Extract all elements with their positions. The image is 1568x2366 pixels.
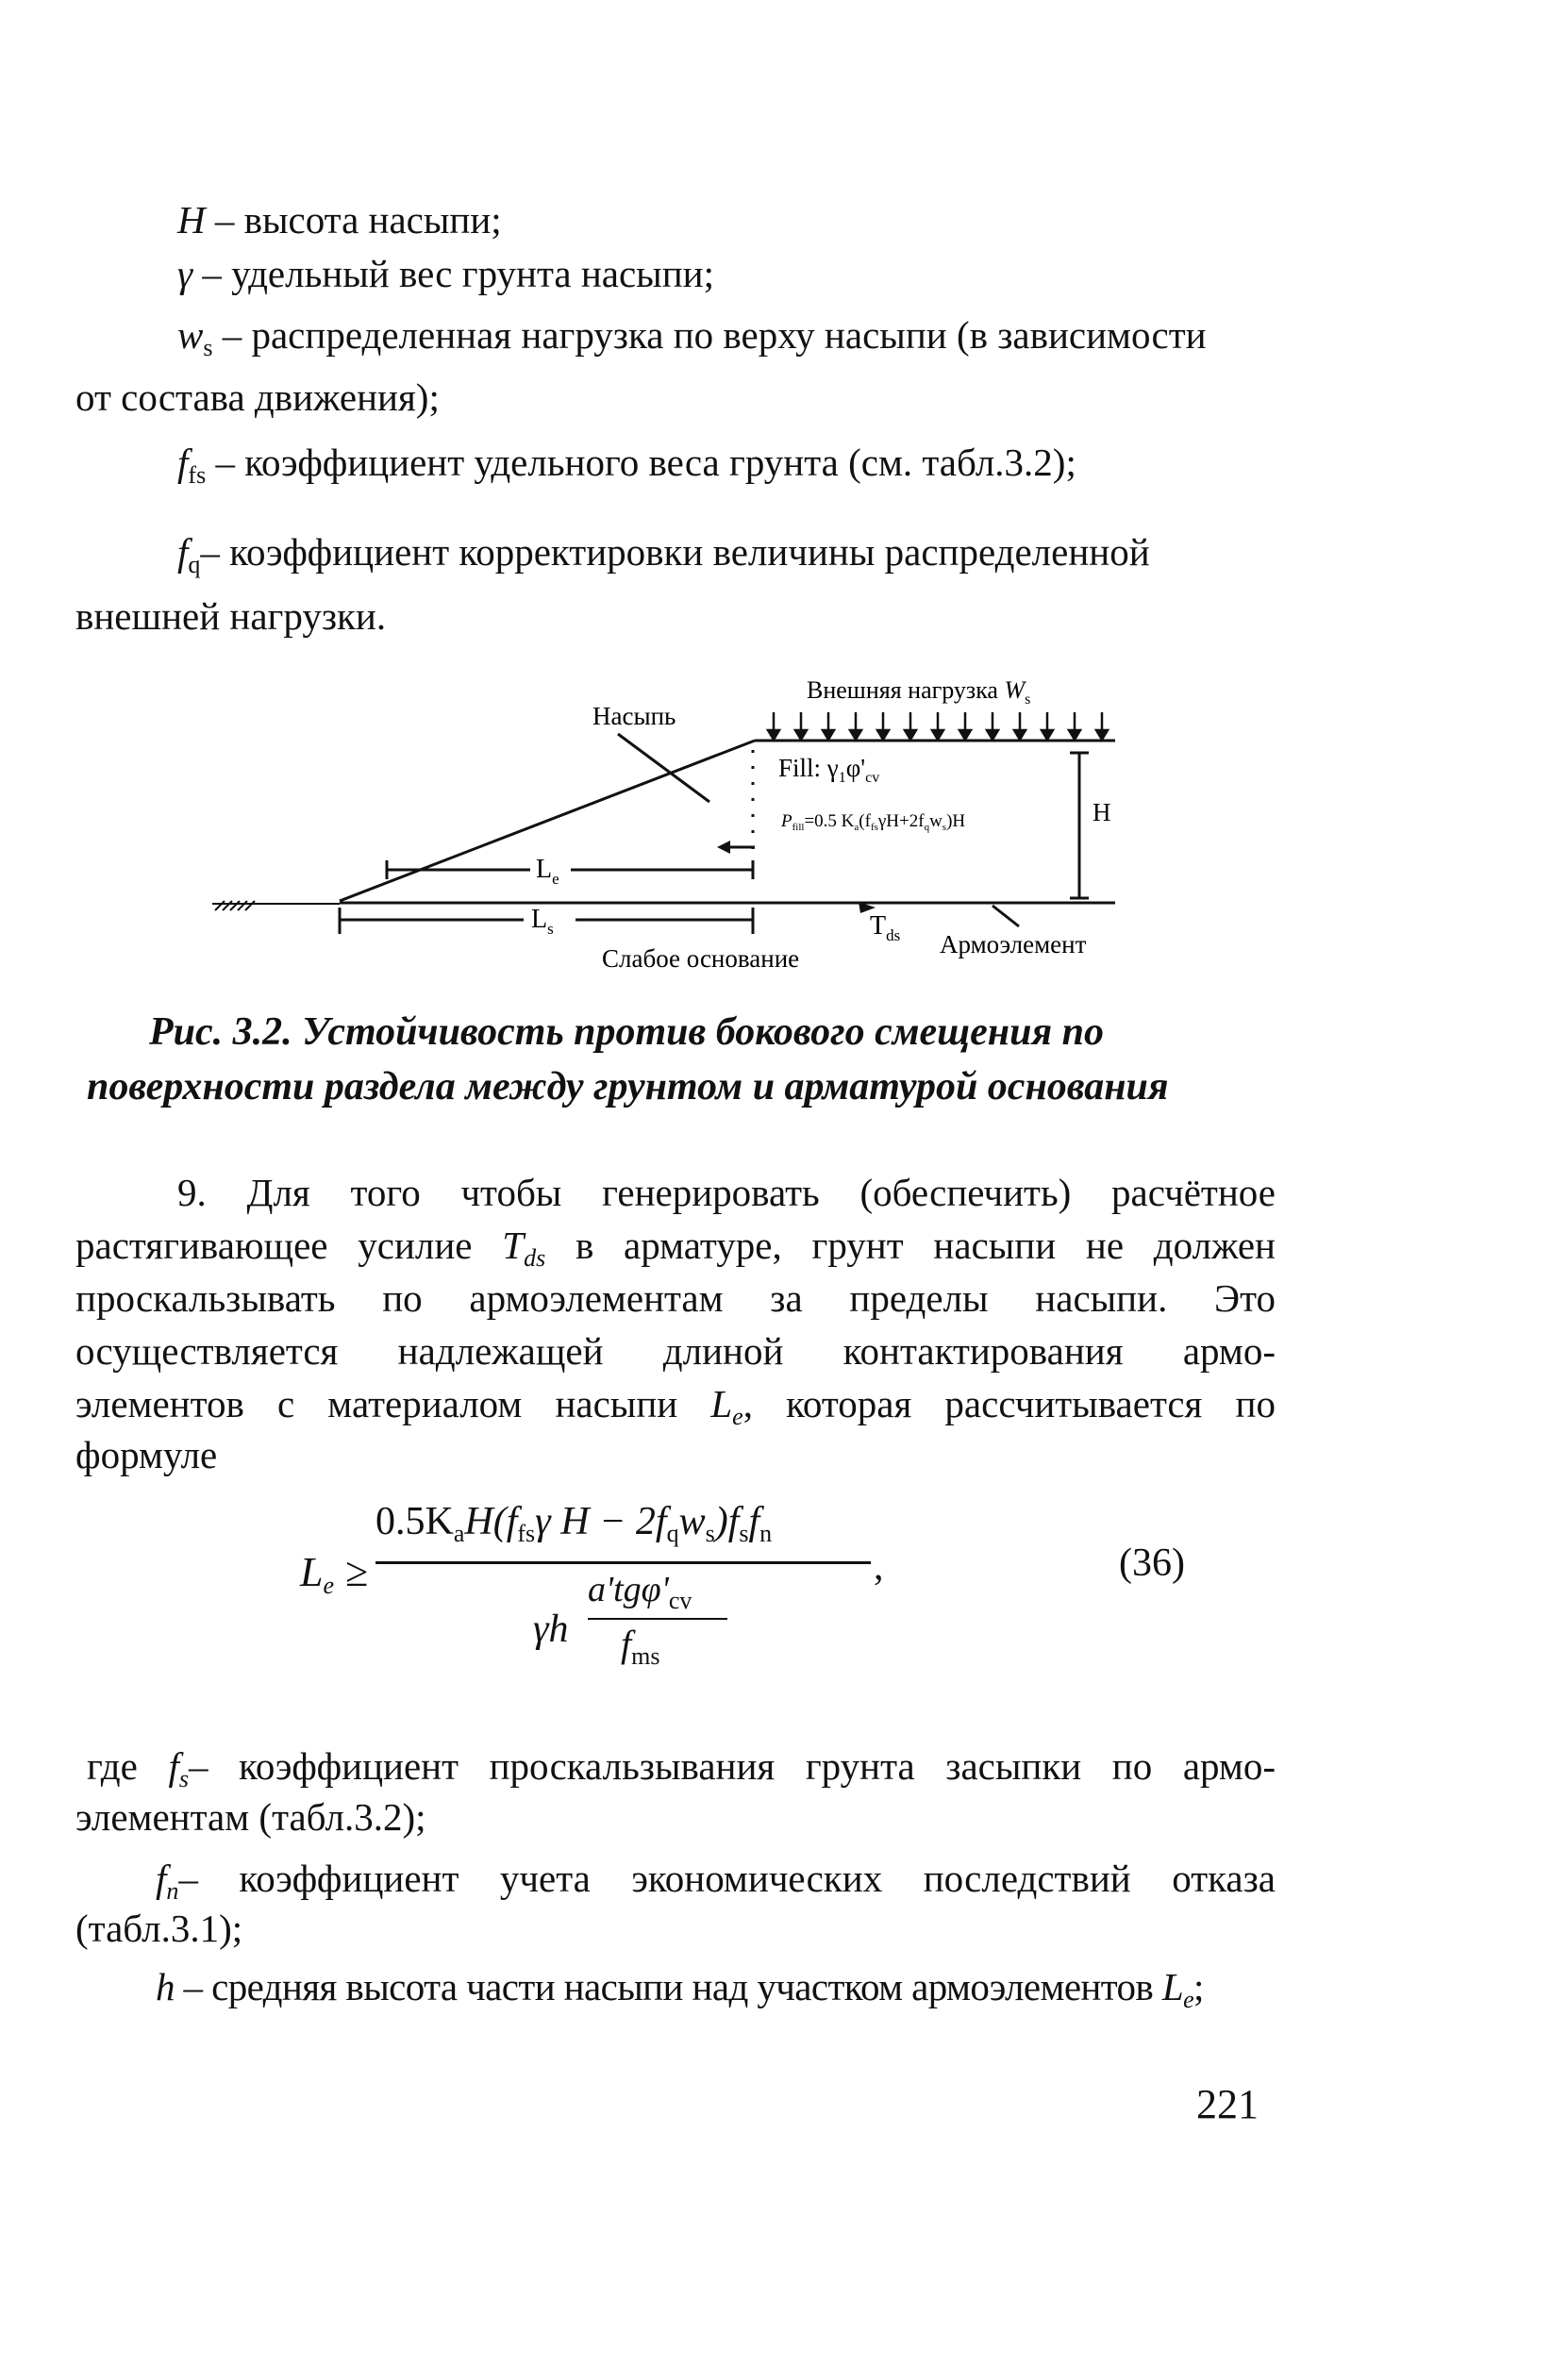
pressure-arrow — [717, 841, 755, 854]
paragraph-line: формуле — [75, 1433, 218, 1476]
formula-36 — [300, 1495, 1206, 1684]
definition-fn: $f_n-$ коэффициент учета экономических последствий отказа — [156, 1857, 1276, 1905]
formula-relation: ≥ — [345, 1549, 369, 1595]
definition-ws: $w_s$ – распределенная нагрузка по верху насыпи (в зависимости — [177, 313, 1207, 361]
formula-numerator: $0.5K_aH(f_{fs}\gamma$ $H - 2f_qw_s)f_sf_n$ — [375, 1500, 773, 1547]
definition-H: H – высота насыпи; — [177, 198, 502, 242]
embankment-figure — [189, 660, 1151, 981]
definition-fs-continuation: элементам (табл.3.2); — [75, 1795, 426, 1839]
definition-ws-continuation: от состава движения); — [75, 375, 440, 419]
load-arrows — [768, 712, 1108, 740]
definition-h: h – средняя высота части насыпи над участком армоэлементов $L_e$; — [156, 1965, 1204, 2013]
formula-inner-numerator: $a'tg\varphi'_{cv}$ — [588, 1570, 692, 1614]
reinforcement-pointer-line — [993, 906, 1019, 926]
tds-label: $T_{ds}$ — [870, 911, 901, 944]
paragraph-line: элементов с материалом насыпи $L_e$, которая рассчитывается по — [75, 1382, 1276, 1430]
formula-inner-denominator: $f_{ms}$ — [621, 1623, 660, 1670]
formula-comma: , — [874, 1545, 884, 1589]
paragraph-line: проскальзывать по армоэлементам за пределы насыпи. Это — [75, 1276, 1276, 1320]
paragraph-line: осуществляется надлежащей длиной контактирования армо- — [75, 1329, 1276, 1373]
le-label: $L_e$ — [536, 855, 559, 888]
reinforcement-label: Армоэлемент — [940, 930, 1087, 958]
figure-caption-line1: Рис. 3.2. Устойчивость против бокового смещения по — [149, 1010, 1104, 1054]
paragraph-line: растягивающее усилие $T_{ds}$ в арматуре, грунт насыпи не должен — [75, 1224, 1276, 1272]
definition-gamma: γ – удельный вес грунта насыпи; — [177, 252, 714, 295]
le-dimension — [387, 860, 753, 879]
formula-number: (36) — [1119, 1541, 1185, 1585]
figure-caption-line2: поверхности раздела между грунтом и арматурой основания — [87, 1065, 1169, 1108]
fill-pointer-line — [618, 734, 709, 802]
fill-properties: Fill: $\gamma_1\varphi'_{cv}$ — [778, 754, 880, 786]
weak-base-label: Слабое основание — [602, 944, 800, 973]
definition-fq-continuation: внешней нагрузки. — [75, 594, 387, 638]
height-dimension — [1070, 753, 1089, 898]
load-label: Внешняя нагрузка $W_s$ — [807, 676, 1031, 708]
definition-ffs: $f_{fs}$ – коэффициент удельного веса грунта (см. табл.3.2); — [177, 441, 1076, 489]
definition-fn-continuation: (табл.3.1); — [75, 1907, 243, 1950]
formula-inner-bar — [588, 1618, 727, 1620]
formula-lhs: $L_e$ — [300, 1549, 335, 1599]
formula-den-prefix: γh — [533, 1608, 569, 1651]
formula-fraction-bar — [375, 1561, 871, 1564]
ls-label: $L_s$ — [531, 905, 554, 938]
definition-fs: где $f_s-$ коэффициент проскальзывания грунта засыпки по армо- — [87, 1744, 1276, 1792]
ground-hatch — [212, 901, 340, 910]
definition-fq: $f_q-$ коэффициент корректировки величины распределенной — [177, 530, 1150, 578]
fill-pressure-formula: $P_{fill}=0.5$ $K_a(f_{fs}\gamma H+2f_qw_s)H$ — [781, 811, 966, 833]
page-number: 221 — [1196, 2081, 1259, 2127]
fill-label: Насыпь — [592, 702, 676, 730]
height-label: H — [1093, 798, 1111, 826]
paragraph-line: 9. Для того чтобы генерировать (обеспечить) расчётное — [177, 1171, 1276, 1214]
